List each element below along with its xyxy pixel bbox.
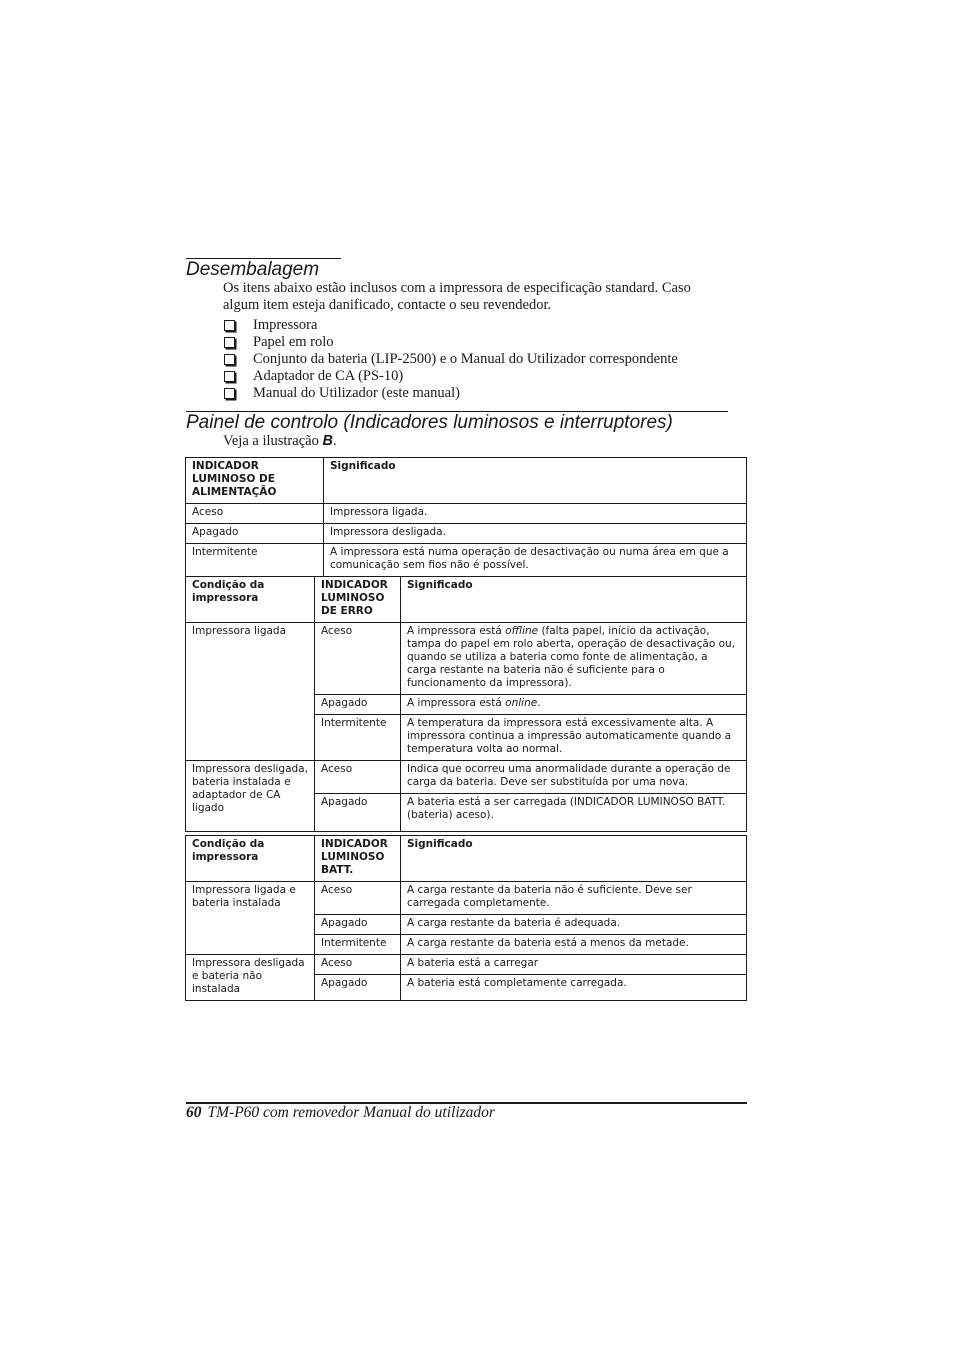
contents-checklist <box>223 317 678 402</box>
list-item: Papel em rolo <box>223 334 678 351</box>
table-cell: A bateria está a ser carregada (INDICADOR LUMINOSO BATT. (bateria) aceso). <box>401 794 747 832</box>
table-cell: Aceso <box>315 882 401 915</box>
list-item: Impressora <box>223 317 678 334</box>
checkbox-icon <box>224 320 235 331</box>
table-header-cell: Condição da impressora <box>186 577 315 623</box>
table-cell: Impressora ligada e bateria instalada <box>186 882 315 955</box>
table-cell: Apagado <box>315 975 401 1001</box>
table-cell: A bateria está completamente carregada. <box>401 975 747 1001</box>
table-cell: Intermitente <box>315 935 401 955</box>
page-footer <box>186 1104 495 1122</box>
table-header-cell: Significado <box>401 577 747 623</box>
table-cell: Aceso <box>315 623 401 695</box>
table-cell: Apagado <box>315 695 401 715</box>
see-illustration: Veja a ilustração B. <box>223 433 337 449</box>
table-cell: Indica que ocorreu uma anormalidade durante a operação de carga da bateria. Deve ser substituída por uma nova. <box>401 761 747 794</box>
illustration-ref: B <box>322 433 333 449</box>
footer-title: TM-P60 com removedor Manual do utilizador <box>207 1104 495 1121</box>
table-cell: Apagado <box>315 794 401 832</box>
table-cell: A impressora está online. <box>401 695 747 715</box>
checkbox-icon <box>224 388 235 399</box>
section-title-unpacking: Desembalagem <box>186 259 320 280</box>
checkbox-icon <box>224 354 235 365</box>
table-cell: Intermitente <box>315 715 401 761</box>
table-cell: A impressora está numa operação de desactivação ou numa área em que a comunicação sem fios não é possível. <box>324 544 747 577</box>
table-header-cell: INDICADOR LUMINOSO DE ERRO <box>315 577 401 623</box>
list-item: Conjunto da bateria (LIP-2500) e o Manual do Utilizador correspondente <box>223 351 678 368</box>
power-led-table <box>185 457 747 577</box>
table-cell: A carga restante da bateria está a menos da metade. <box>401 935 747 955</box>
list-item: Manual do Utilizador (este manual) <box>223 385 678 402</box>
table-cell: Impressora ligada. <box>324 504 747 524</box>
checkbox-icon <box>224 337 235 348</box>
table-cell: Aceso <box>315 761 401 794</box>
table-header-cell: INDICADOR LUMINOSO DE ALIMENTAÇÃO <box>186 458 324 504</box>
table-cell: A carga restante da bateria não é suficiente. Deve ser carregada completamente. <box>401 882 747 915</box>
table-cell: Impressora desligada e bateria não instalada <box>186 955 315 1001</box>
table-cell: Impressora ligada <box>186 623 315 761</box>
error-led-table <box>185 576 747 832</box>
batt-led-table <box>185 835 747 1001</box>
table-cell: Impressora desligada. <box>324 524 747 544</box>
intro-paragraph <box>223 280 691 314</box>
checkbox-icon <box>224 371 235 382</box>
page-number: 60 <box>186 1104 202 1121</box>
table-cell: Aceso <box>186 504 324 524</box>
table-cell: A impressora está offline (falta papel, início da activação, tampa do papel em rolo aberta, operação de desactivação ou, quando se utiliza a bateria como fonte de alimentação, a carga restante na bateria não é suficiente para o funcionamento da impressora). <box>401 623 747 695</box>
table-header-cell: INDICADOR LUMINOSO BATT. <box>315 836 401 882</box>
table-header-cell: Condição da impressora <box>186 836 315 882</box>
table-cell: A carga restante da bateria é adequada. <box>401 915 747 935</box>
table-cell: Apagado <box>315 915 401 935</box>
table-cell: A bateria está a carregar <box>401 955 747 975</box>
table-cell: A temperatura da impressora está excessivamente alta. A impressora continua a impressão automaticamente quando a temperatura volta ao normal. <box>401 715 747 761</box>
section-title-control-panel: Painel de controlo (Indicadores luminosos e interruptores) <box>186 412 673 433</box>
intro-line-2: algum item esteja danificado, contacte o seu revendedor. <box>223 297 552 313</box>
intro-line-1: Os itens abaixo estão inclusos com a impressora de especificação standard. Caso <box>223 280 691 296</box>
table-header-cell: Significado <box>401 836 747 882</box>
table-cell: Intermitente <box>186 544 324 577</box>
table-cell: Impressora desligada, bateria instalada e adaptador de CA ligado <box>186 761 315 832</box>
table-cell: Aceso <box>315 955 401 975</box>
table-header-cell: Significado <box>324 458 747 504</box>
list-item: Adaptador de CA (PS-10) <box>223 368 678 385</box>
table-cell: Apagado <box>186 524 324 544</box>
